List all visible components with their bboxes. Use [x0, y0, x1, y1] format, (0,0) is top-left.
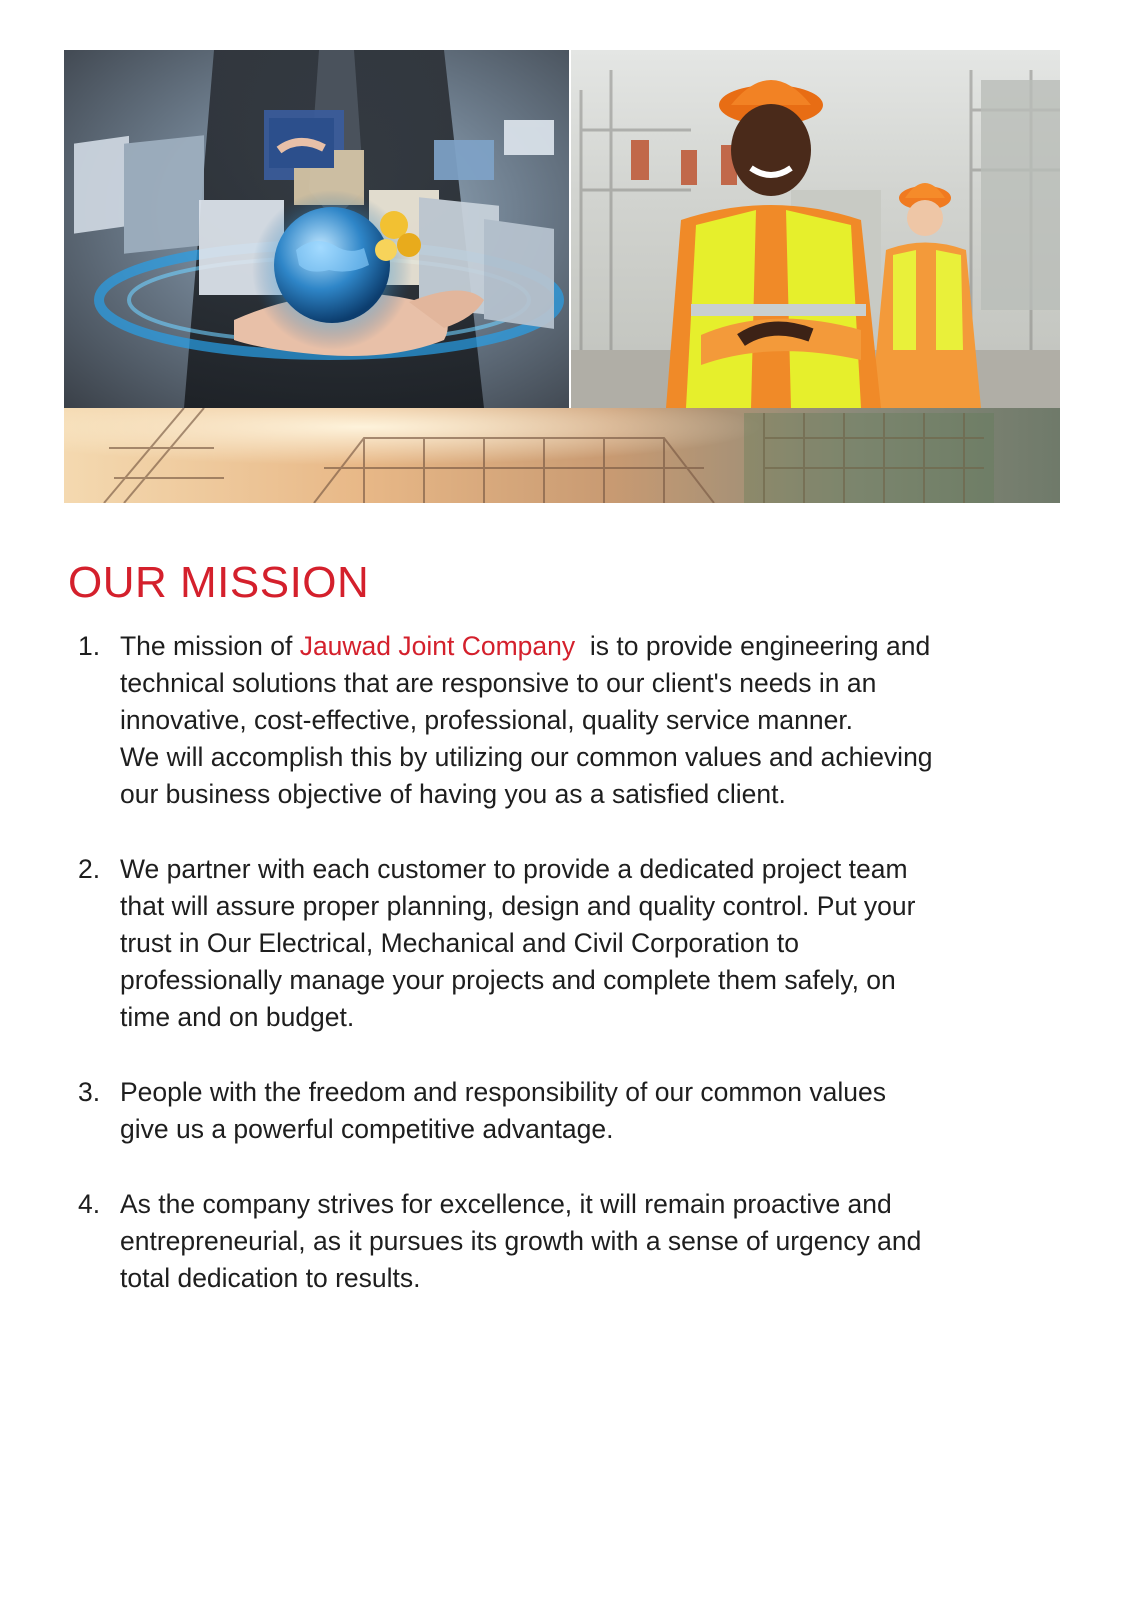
item-line: our business objective of having you as a satisfied client.: [120, 779, 786, 809]
list-item: [78, 1074, 1068, 1148]
line-text: is to provide engineering and: [575, 631, 931, 661]
line-text: The mission of: [120, 631, 300, 661]
item-number: 1.: [78, 631, 101, 661]
item-line: give us a powerful competitive advantage.: [120, 1114, 614, 1144]
mission-list: [78, 628, 1068, 1335]
construction-strip-image: [64, 408, 1060, 503]
page-title: OUR MISSION: [68, 558, 370, 607]
item-line: time and on budget.: [120, 1002, 355, 1032]
item-line: total dedication to results.: [120, 1263, 421, 1293]
item-number: 3.: [78, 1077, 101, 1107]
item-line: innovative, cost-effective, professional, quality service manner.: [120, 705, 854, 735]
company-name: Jauwad Joint Company: [299, 631, 576, 661]
item-line: professionally manage your projects and complete them safely, on: [120, 965, 896, 995]
engineers-image: [571, 50, 1060, 408]
business-globe-image: [64, 50, 569, 408]
list-item: [78, 851, 1068, 1036]
item-line: We partner with each customer to provide a dedicated project team: [120, 854, 908, 884]
item-number: 2.: [78, 854, 101, 884]
list-item: [78, 628, 1068, 813]
item-line: People with the freedom and responsibility of our common values: [120, 1077, 886, 1107]
item-line: As the company strives for excellence, it will remain proactive and: [120, 1189, 892, 1219]
item-line: entrepreneurial, as it pursues its growth with a sense of urgency and: [120, 1226, 922, 1256]
header-banner: [64, 50, 1060, 503]
item-line: that will assure proper planning, design and quality control. Put your: [120, 891, 916, 921]
list-item: [78, 1186, 1068, 1297]
item-line: We will accomplish this by utilizing our common values and achieving: [120, 742, 933, 772]
item-line: technical solutions that are responsive to our client's needs in an: [120, 668, 877, 698]
item-line: [120, 628, 1068, 665]
item-line: trust in Our Electrical, Mechanical and Civil Corporation to: [120, 928, 799, 958]
item-number: 4.: [78, 1189, 101, 1219]
